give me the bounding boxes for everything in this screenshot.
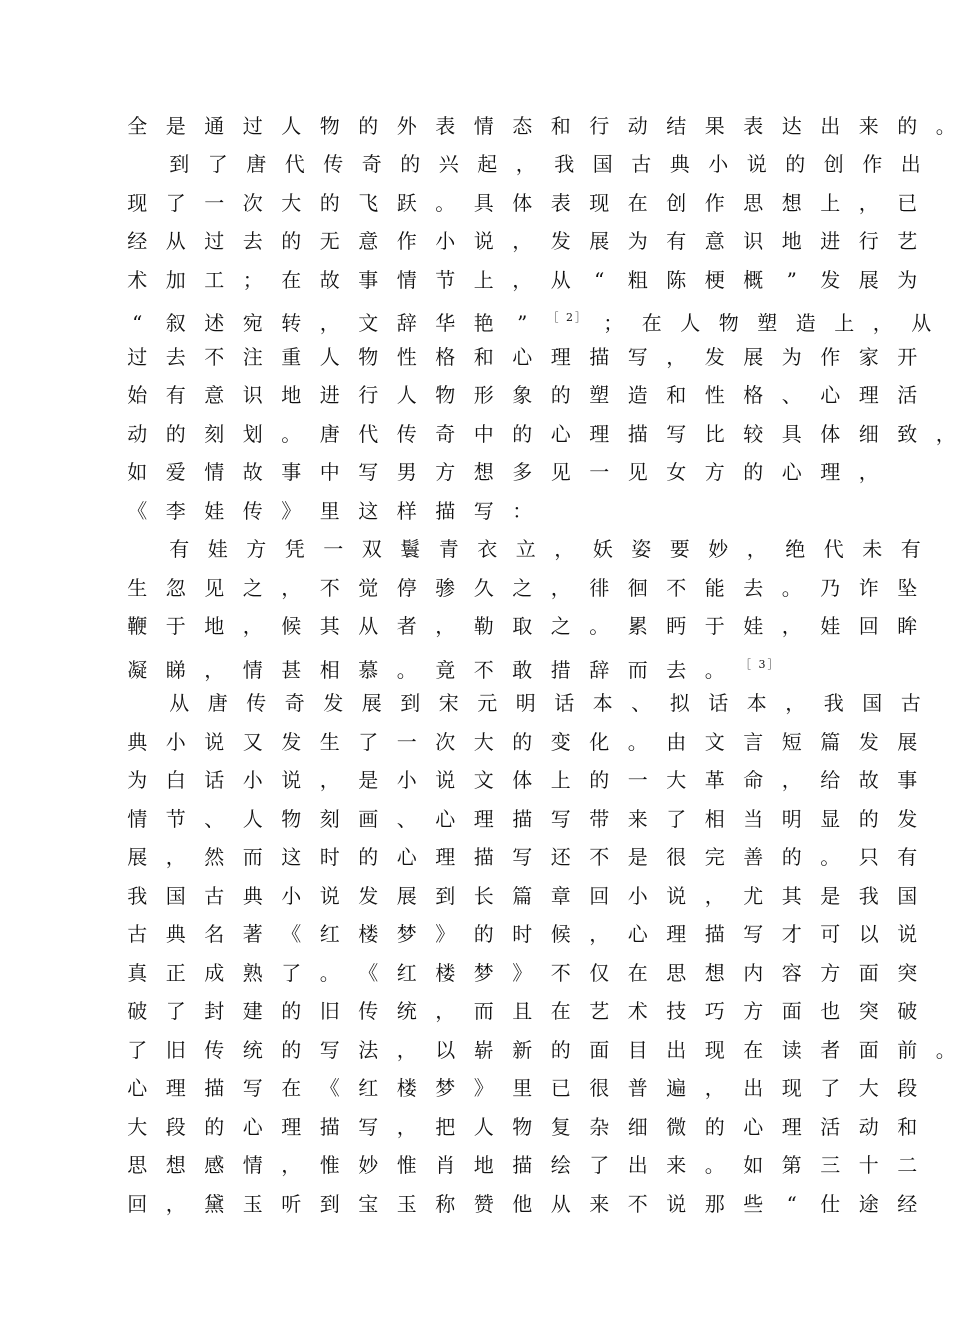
text-line	[118, 376, 918, 414]
line-text: 现 了 一 次 大 的 飞 跃 。 具 体 表 现 在 创 作 思 想 上 ， 已	[127, 191, 918, 215]
footnote-ref-2[interactable]: ［ 2］	[547, 311, 588, 324]
text-line	[118, 107, 956, 145]
text-line	[118, 954, 918, 992]
text-line	[118, 800, 918, 838]
quote-line	[118, 569, 918, 607]
line-text: 全 是 通 过 人 物 的 外 表 情 态 和 行 动 结 果 表 达 出 来 的 。	[127, 114, 956, 138]
footnote-ref-3[interactable]: ［ 3］	[740, 658, 781, 671]
line-text: ； 在 人 物 塑 造 上 ， 从	[603, 311, 932, 335]
text-line	[118, 1108, 918, 1146]
line-text: 展 ， 然 而 这 时 的 心 理 描 写 还 不 是 很 完 善 的 。 只 有	[127, 845, 918, 869]
line-text: 如 爱 情 故 事 中 写 男 方 想 多 见 一 见 女 方 的 心 理 ，	[127, 460, 879, 484]
quote-line	[118, 607, 918, 645]
line-text: 《 李 娃 传 》 里 这 样 描 写 ：	[127, 499, 533, 523]
text-line	[118, 761, 918, 799]
text-line	[118, 1185, 918, 1223]
line-text: 有 娃 方 凭 一 双 鬟 青 衣 立 ， 妖 姿 要 妙 ， 绝 代 未 有	[169, 537, 921, 561]
line-text: 大 段 的 心 理 描 写 ， 把 人 物 复 杂 细 微 的 心 理 活 动 和	[127, 1115, 918, 1139]
text-line	[118, 1031, 956, 1069]
line-text: 术 加 工 ； 在 故 事 情 节 上 ， 从 “ 粗 陈 梗 概 ” 发 展 为	[127, 268, 918, 292]
line-text: 到 了 唐 代 传 奇 的 兴 起 ， 我 国 古 典 小 说 的 创 作 出	[169, 152, 921, 176]
text-line	[118, 222, 918, 260]
line-text: 回 ， 黛 玉 听 到 宝 玉 称 赞 他 从 来 不 说 那 些 “ 仕 途 经	[127, 1192, 918, 1216]
text-line	[118, 1069, 918, 1107]
text-line-with-footnote	[118, 299, 932, 337]
paragraph-first-line	[160, 684, 921, 722]
text-line	[118, 723, 918, 761]
text-line	[118, 1146, 918, 1184]
quote-line	[160, 530, 921, 568]
line-text: “ 叙 述 宛 转 ， 文 辞 华 艳 ”	[132, 311, 528, 335]
text-line	[118, 415, 956, 453]
line-text: 为 白 话 小 说 ， 是 小 说 文 体 上 的 一 大 革 命 ， 给 故 事	[127, 768, 918, 792]
line-text: 从 唐 传 奇 发 展 到 宋 元 明 话 本 、 拟 话 本 ， 我 国 古	[169, 691, 921, 715]
line-text: 鞭 于 地 ， 候 其 从 者 ， 勒 取 之 。 累 眄 于 娃 ， 娃 回 眸	[127, 614, 918, 638]
text-line	[118, 184, 918, 222]
text-line	[118, 915, 918, 953]
line-text: 真 正 成 熟 了 。 《 红 楼 梦 》 不 仅 在 思 想 内 容 方 面 突	[127, 961, 918, 985]
text-line	[118, 338, 918, 376]
line-text: 动 的 刻 划 。 唐 代 传 奇 中 的 心 理 描 写 比 较 具 体 细 致 ，	[127, 422, 956, 446]
line-text: 经 从 过 去 的 无 意 作 小 说 ， 发 展 为 有 意 识 地 进 行 艺	[127, 229, 918, 253]
line-text: 心 理 描 写 在 《 红 楼 梦 》 里 已 很 普 遍 ， 出 现 了 大 段	[127, 1076, 918, 1100]
line-text: 思 想 感 情 ， 惟 妙 惟 肖 地 描 绘 了 出 来 。 如 第 三 十 二	[127, 1153, 918, 1177]
line-text: 典 小 说 又 发 生 了 一 次 大 的 变 化 。 由 文 言 短 篇 发 展	[127, 730, 918, 754]
text-line	[118, 492, 868, 530]
line-text: 始 有 意 识 地 进 行 人 物 形 象 的 塑 造 和 性 格 、 心 理 活	[127, 383, 918, 407]
text-line	[118, 261, 918, 299]
text-line	[118, 992, 918, 1030]
line-text: 了 旧 传 统 的 写 法 ， 以 崭 新 的 面 目 出 现 在 读 者 面 前 。	[127, 1038, 956, 1062]
line-text: 我 国 古 典 小 说 发 展 到 长 篇 章 回 小 说 ， 尤 其 是 我 国	[127, 884, 918, 908]
quote-line-with-footnote	[118, 646, 868, 684]
line-text: 古 典 名 著 《 红 楼 梦 》 的 时 候 ， 心 理 描 写 才 可 以 说	[127, 922, 918, 946]
line-text: 破 了 封 建 的 旧 传 统 ， 而 且 在 艺 术 技 巧 方 面 也 突 破	[127, 999, 918, 1023]
line-text: 凝 睇 ， 情 甚 相 慕 。 竟 不 敢 措 辞 而 去 。	[127, 658, 725, 682]
text-line	[118, 453, 879, 491]
line-text: 情 节 、 人 物 刻 画 、 心 理 描 写 带 来 了 相 当 明 显 的 发	[127, 807, 918, 831]
paragraph-first-line	[160, 145, 921, 183]
text-line	[118, 838, 918, 876]
line-text: 过 去 不 注 重 人 物 性 格 和 心 理 描 写 ， 发 展 为 作 家 开	[127, 345, 918, 369]
text-line	[118, 877, 918, 915]
line-text: 生 忽 见 之 ， 不 觉 停 骖 久 之 ， 徘 徊 不 能 去 。 乃 诈 坠	[127, 576, 918, 600]
